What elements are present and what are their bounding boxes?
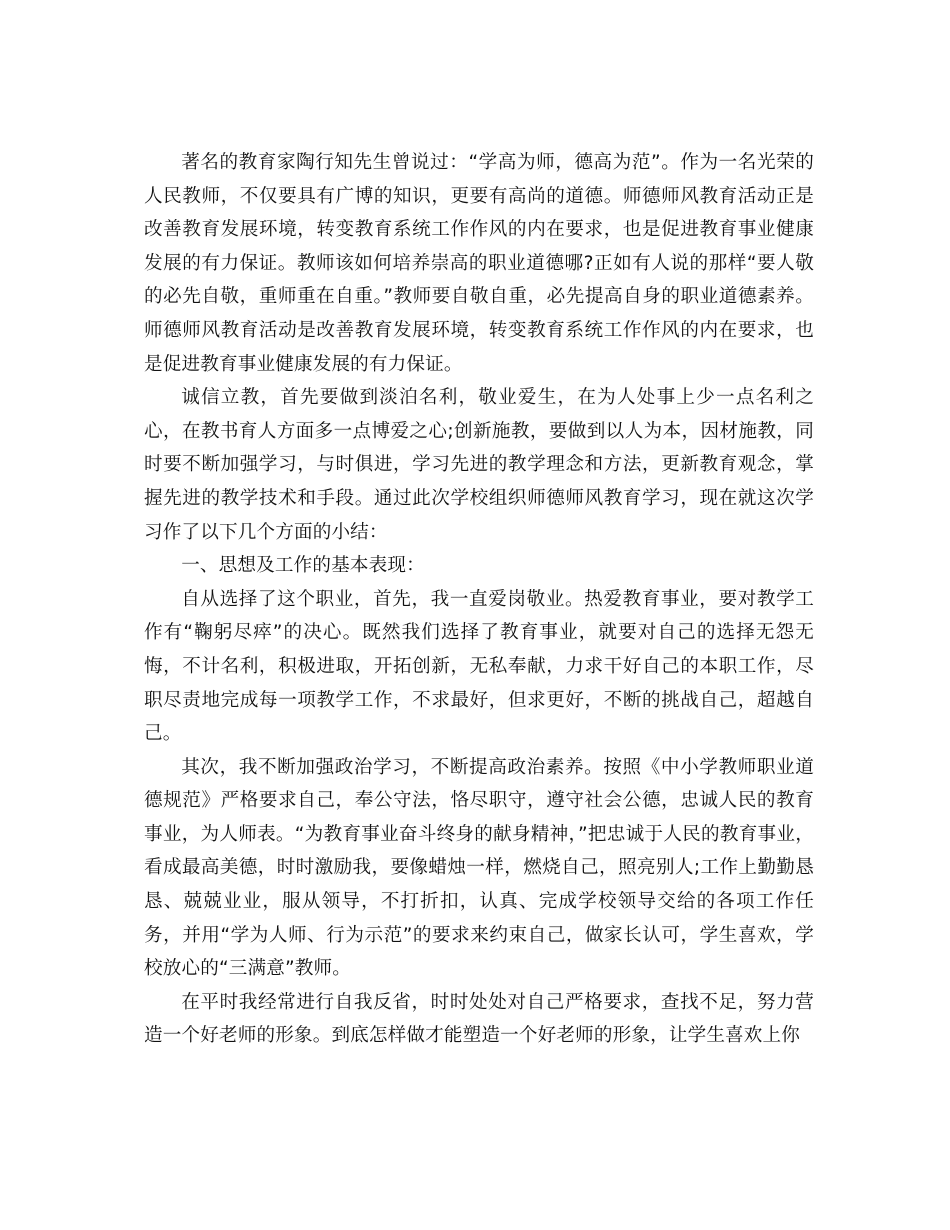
paragraph-integrity: 诚信立教，首先要做到淡泊名利，敬业爱生，在为人处事上少一点名利之心，在教书育人方面多一点博爱之心;创新施教，要做到以人为本，因材施教，同时要不断加强学习，与时俱进，学习先进的教学理念和方法，更新教育观念，掌握先进的教学技术和手段。通过此次学校组织师德师风教育学习，现在就这次学习作了以下几个方面的小结：: [144, 387, 814, 543]
paragraph-self-reflection: 在平时我经常进行自我反省，时时处处对自己严格要求，查找不足，努力营造一个好老师的形象。到底怎样做才能塑造一个好老师的形象，让学生喜欢上你: [144, 991, 814, 1047]
document-body: [144, 146, 814, 1053]
section-heading: 一、思想及工作的基本表现：: [181, 555, 425, 577]
paragraph-political-study: 其次，我不断加强政治学习，不断提高政治素养。按照《中小学教师职业道德规范》严格要求自己，奉公守法，恪尽职守，遵守社会公德，忠诚人民的教育事业，为人师表。“为教育事业奋斗终身的献身精神，”把忠诚于人民的教育事业，看成最高美德，时时激励我，要像蜡烛一样，燃烧自己，照亮别人;工作上勤勤恳恳、兢兢业业，服从领导，不打折扣，认真、完成学校领导交给的各项工作任务，并用“学为人师、行为示范”的要求来约束自己，做家长认可，学生喜欢，学校放心的“三满意”教师。: [144, 756, 814, 980]
paragraph-intro: 著名的教育家陶行知先生曾说过：“学高为师，德高为范”。作为一名光荣的人民教师，不仅要具有广博的知识，更要有高尚的道德。师德师风教育活动正是改善教育发展环境，转变教育系统工作作风的内在要求，也是促进教育事业健康发展的有力保证。教师该如何培养崇高的职业道德哪?正如有人说的那样“要人敬的必先自敬，重师重在自重。”教师要自敬自重，必先提高自身的职业道德素养。师德师风教育活动是改善教育发展环境，转变教育系统工作作风的内在要求，也是促进教育事业健康发展的有力保证。: [144, 152, 814, 375]
paragraph-dedication: 自从选择了这个职业，首先，我一直爱岗敬业。热爱教育事业，要对教学工作有“鞠躬尽瘁”的决心。既然我们选择了教育事业，就要对自己的选择无怨无悔，不计名利，积极进取，开拓创新，无私奉献，力求干好自己的本职工作，尽职尽责地完成每一项教学工作，不求最好，但求更好，不断的挑战自己，超越自己。: [144, 588, 814, 745]
